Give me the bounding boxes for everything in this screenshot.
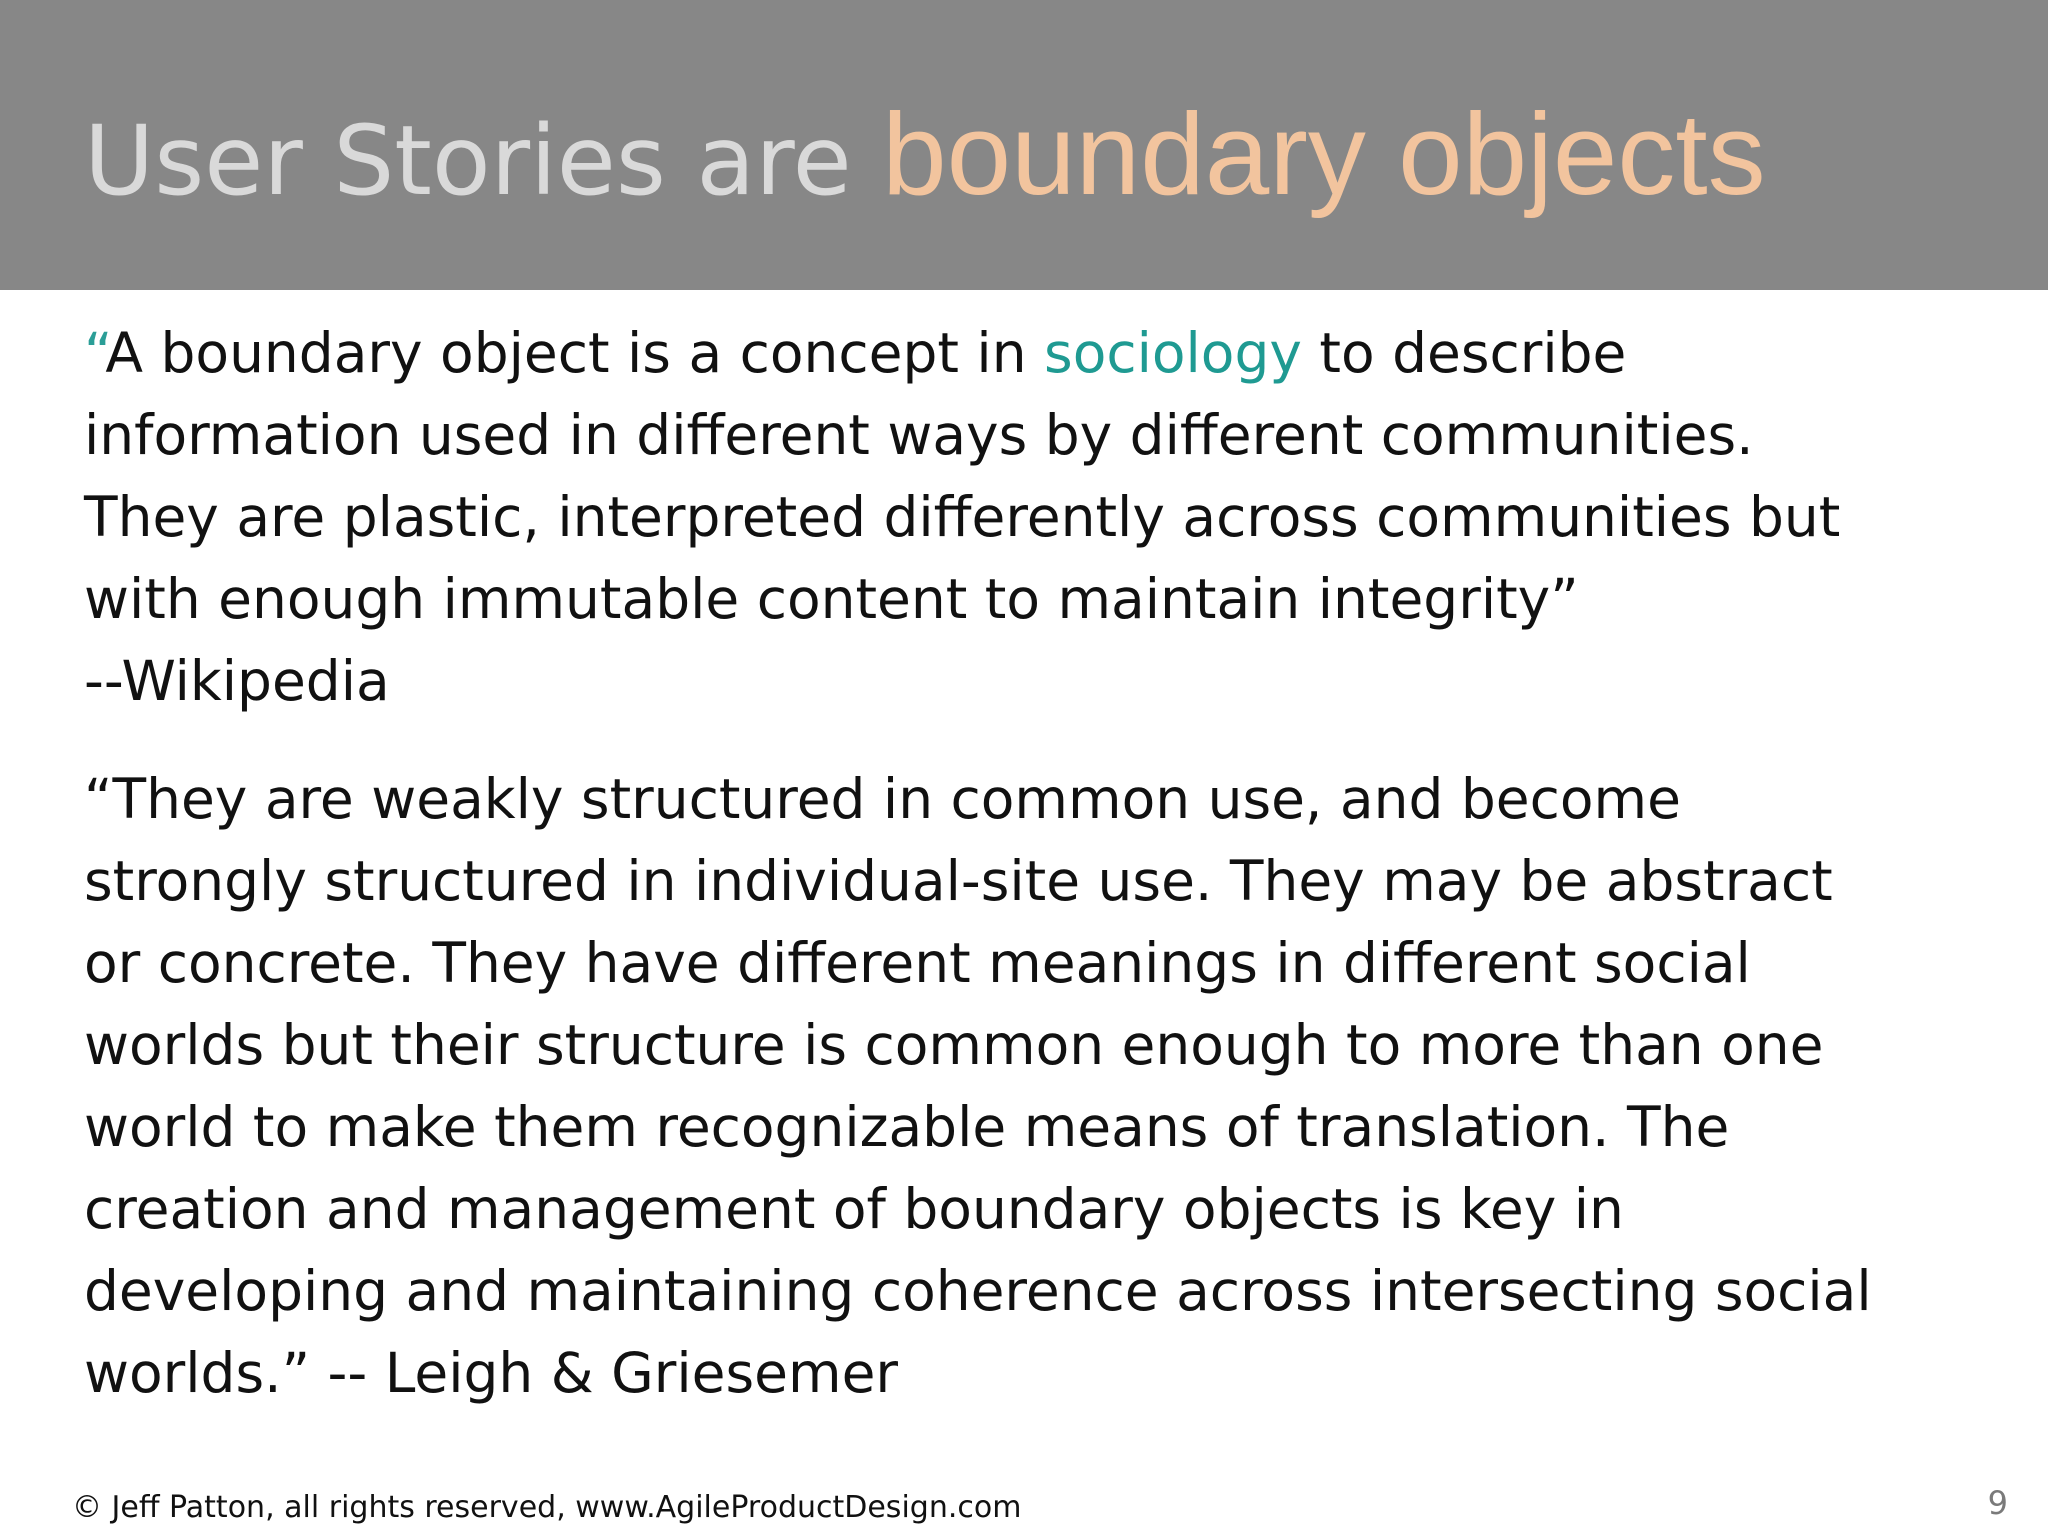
quote1-line-1-start: A boundary object is a concept in bbox=[105, 321, 1045, 385]
title-part-boundary-objects: boundary objects bbox=[882, 89, 1766, 219]
slide-body bbox=[84, 312, 2004, 1414]
footer-copyright: © Jeff Patton, all rights reserved, www.AgileProductDesign.com bbox=[72, 1490, 1022, 1525]
quote1-attribution: --Wikipedia bbox=[84, 649, 390, 713]
quote2-line: worlds but their structure is common enough to more than one bbox=[84, 1013, 1824, 1077]
quote1-line-3: They are plastic, interpreted differently across communities but bbox=[84, 485, 1841, 549]
quote2-line: worlds.” -- Leigh & Griesemer bbox=[84, 1341, 899, 1405]
leigh-griesemer-quote bbox=[84, 758, 2004, 1414]
opening-quote-mark: “ bbox=[84, 321, 106, 385]
quote2-line: world to make them recognizable means of translation. The bbox=[84, 1095, 1730, 1159]
title-bar bbox=[0, 0, 2048, 290]
slide-title bbox=[84, 89, 1766, 219]
wikipedia-quote bbox=[84, 312, 2004, 722]
quote1-line-4: with enough immutable content to maintain integrity” bbox=[84, 567, 1579, 631]
quote2-line: “They are weakly structured in common use, and become bbox=[84, 767, 1681, 831]
title-part-user-stories: User Stories are bbox=[84, 105, 883, 217]
quote2-line: creation and management of boundary objects is key in bbox=[84, 1177, 1624, 1241]
slide-number: 9 bbox=[1987, 1484, 2008, 1522]
quote2-line: or concrete. They have different meanings in different social bbox=[84, 931, 1751, 995]
quote1-line-1 bbox=[84, 312, 2004, 394]
sociology-link[interactable]: sociology bbox=[1044, 321, 1302, 385]
quote2-line: developing and maintaining coherence across intersecting social bbox=[84, 1259, 1872, 1323]
quote1-line-2: information used in different ways by different communities. bbox=[84, 403, 1754, 467]
quote1-line-1-end: to describe bbox=[1301, 321, 1627, 385]
quote2-line: strongly structured in individual-site use. They may be abstract bbox=[84, 849, 1833, 913]
